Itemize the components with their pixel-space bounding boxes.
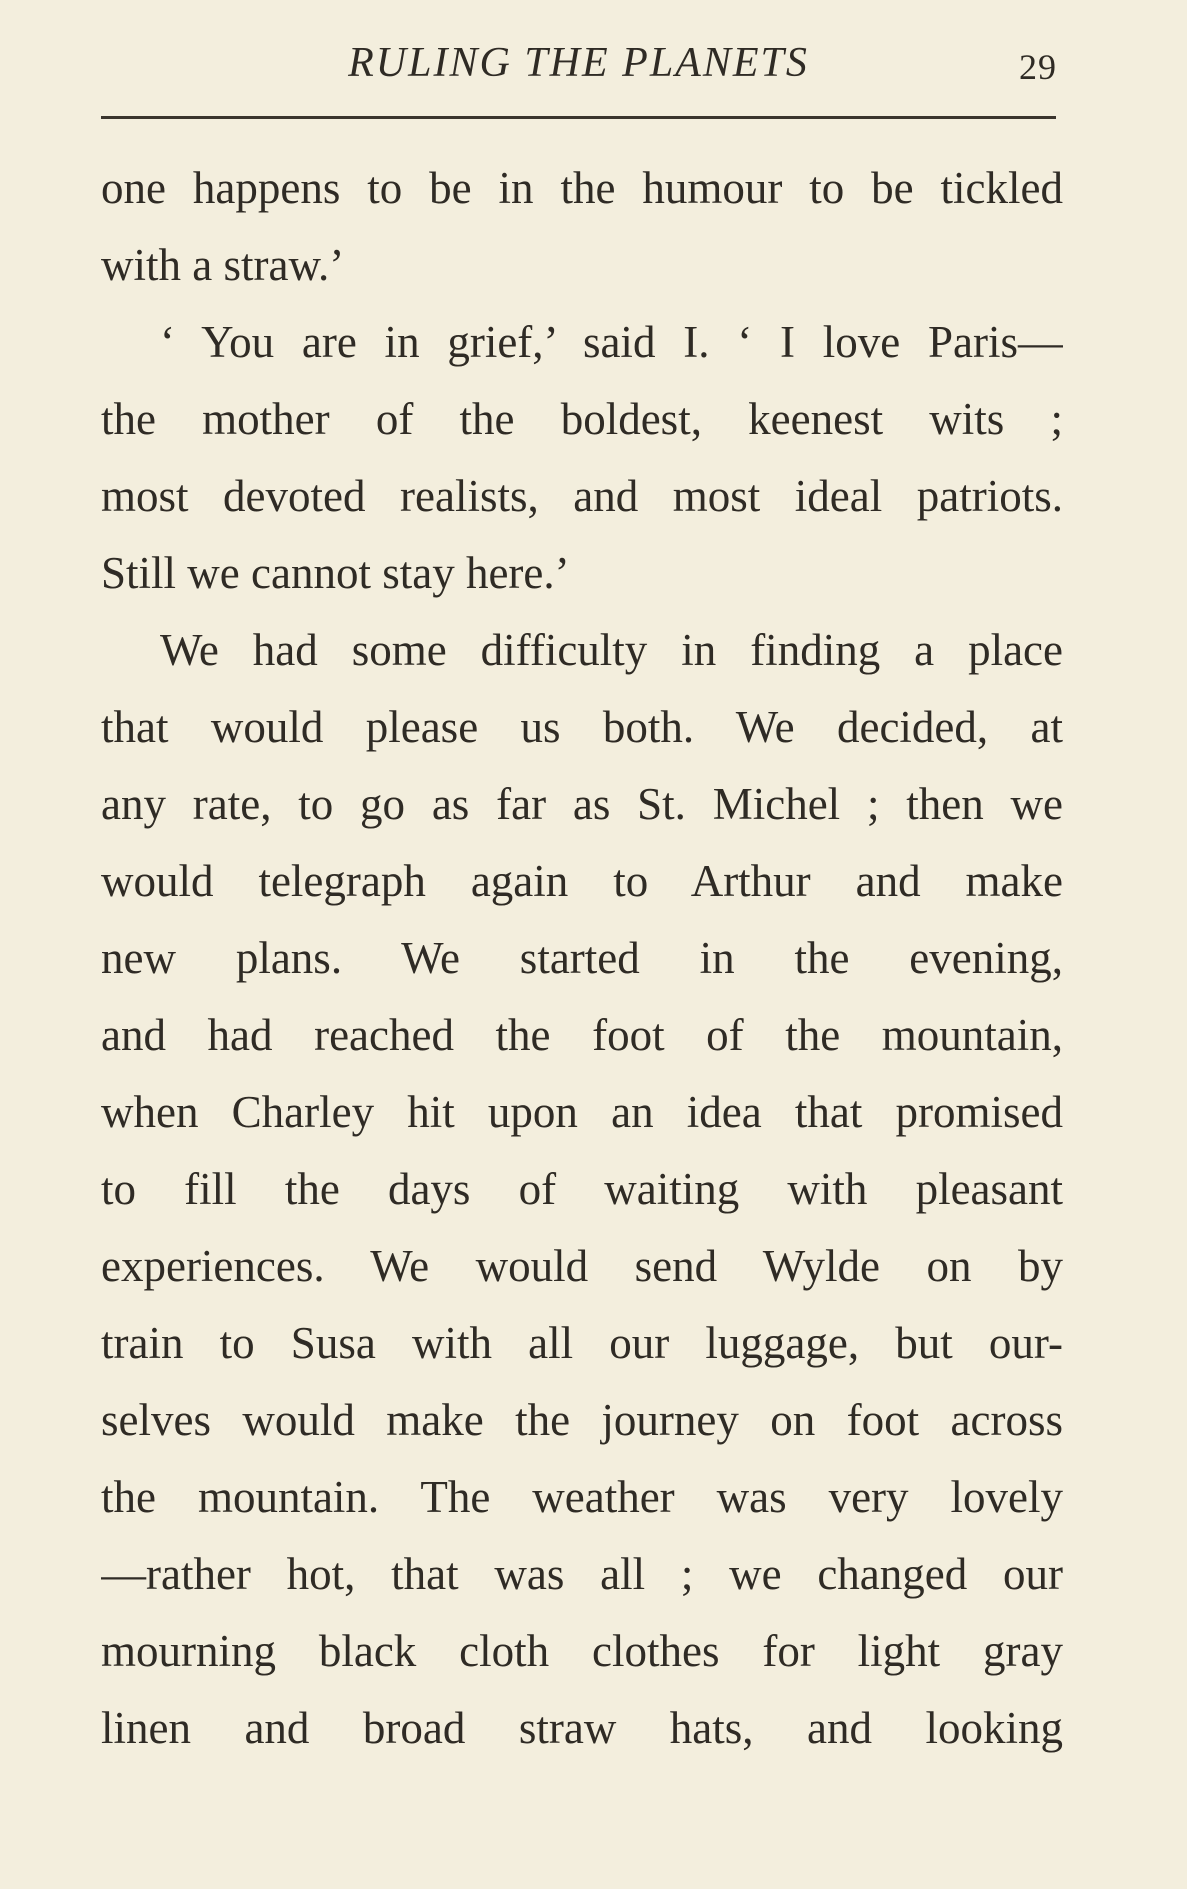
text-line: We had some difficulty in finding a place (160, 625, 1063, 675)
body-text (101, 150, 1063, 1767)
page-number: 29 (1019, 47, 1057, 87)
text-line: to fill the days of waiting with pleasant (101, 1164, 1063, 1214)
text-line: any rate, to go as far as St. Michel ; then we (101, 779, 1063, 829)
text-line: mourning black cloth clothes for light gray (101, 1626, 1063, 1676)
text-line: —rather hot, that was all ; we changed our (101, 1549, 1063, 1599)
text-line: linen and broad straw hats, and looking (101, 1703, 1063, 1753)
text-line: ‘ You are in grief,’ said I. ‘ I love Paris— (160, 317, 1063, 367)
text-line: and had reached the foot of the mountain, (101, 1010, 1063, 1060)
running-head (100, 38, 1057, 88)
text-line: with a straw.’ (101, 240, 345, 290)
text-line: when Charley hit upon an idea that promised (101, 1087, 1063, 1137)
text-line: most devoted realists, and most ideal patriots. (101, 471, 1063, 521)
text-line: train to Susa with all our luggage, but our- (101, 1318, 1063, 1368)
text-line: Still we cannot stay here.’ (101, 548, 570, 598)
running-title: RULING THE PLANETS (348, 40, 809, 86)
text-line: the mother of the boldest, keenest wits ; (101, 394, 1063, 444)
text-line: new plans. We started in the evening, (101, 933, 1063, 983)
text-line: experiences. We would send Wylde on by (101, 1241, 1063, 1291)
text-line: the mountain. The weather was very lovely (101, 1472, 1063, 1522)
text-line: selves would make the journey on foot across (101, 1395, 1063, 1445)
text-line: would telegraph again to Arthur and make (101, 856, 1063, 906)
text-line: that would please us both. We decided, at (101, 702, 1063, 752)
text-line: one happens to be in the humour to be tickled (101, 163, 1063, 213)
header-rule (101, 116, 1056, 119)
